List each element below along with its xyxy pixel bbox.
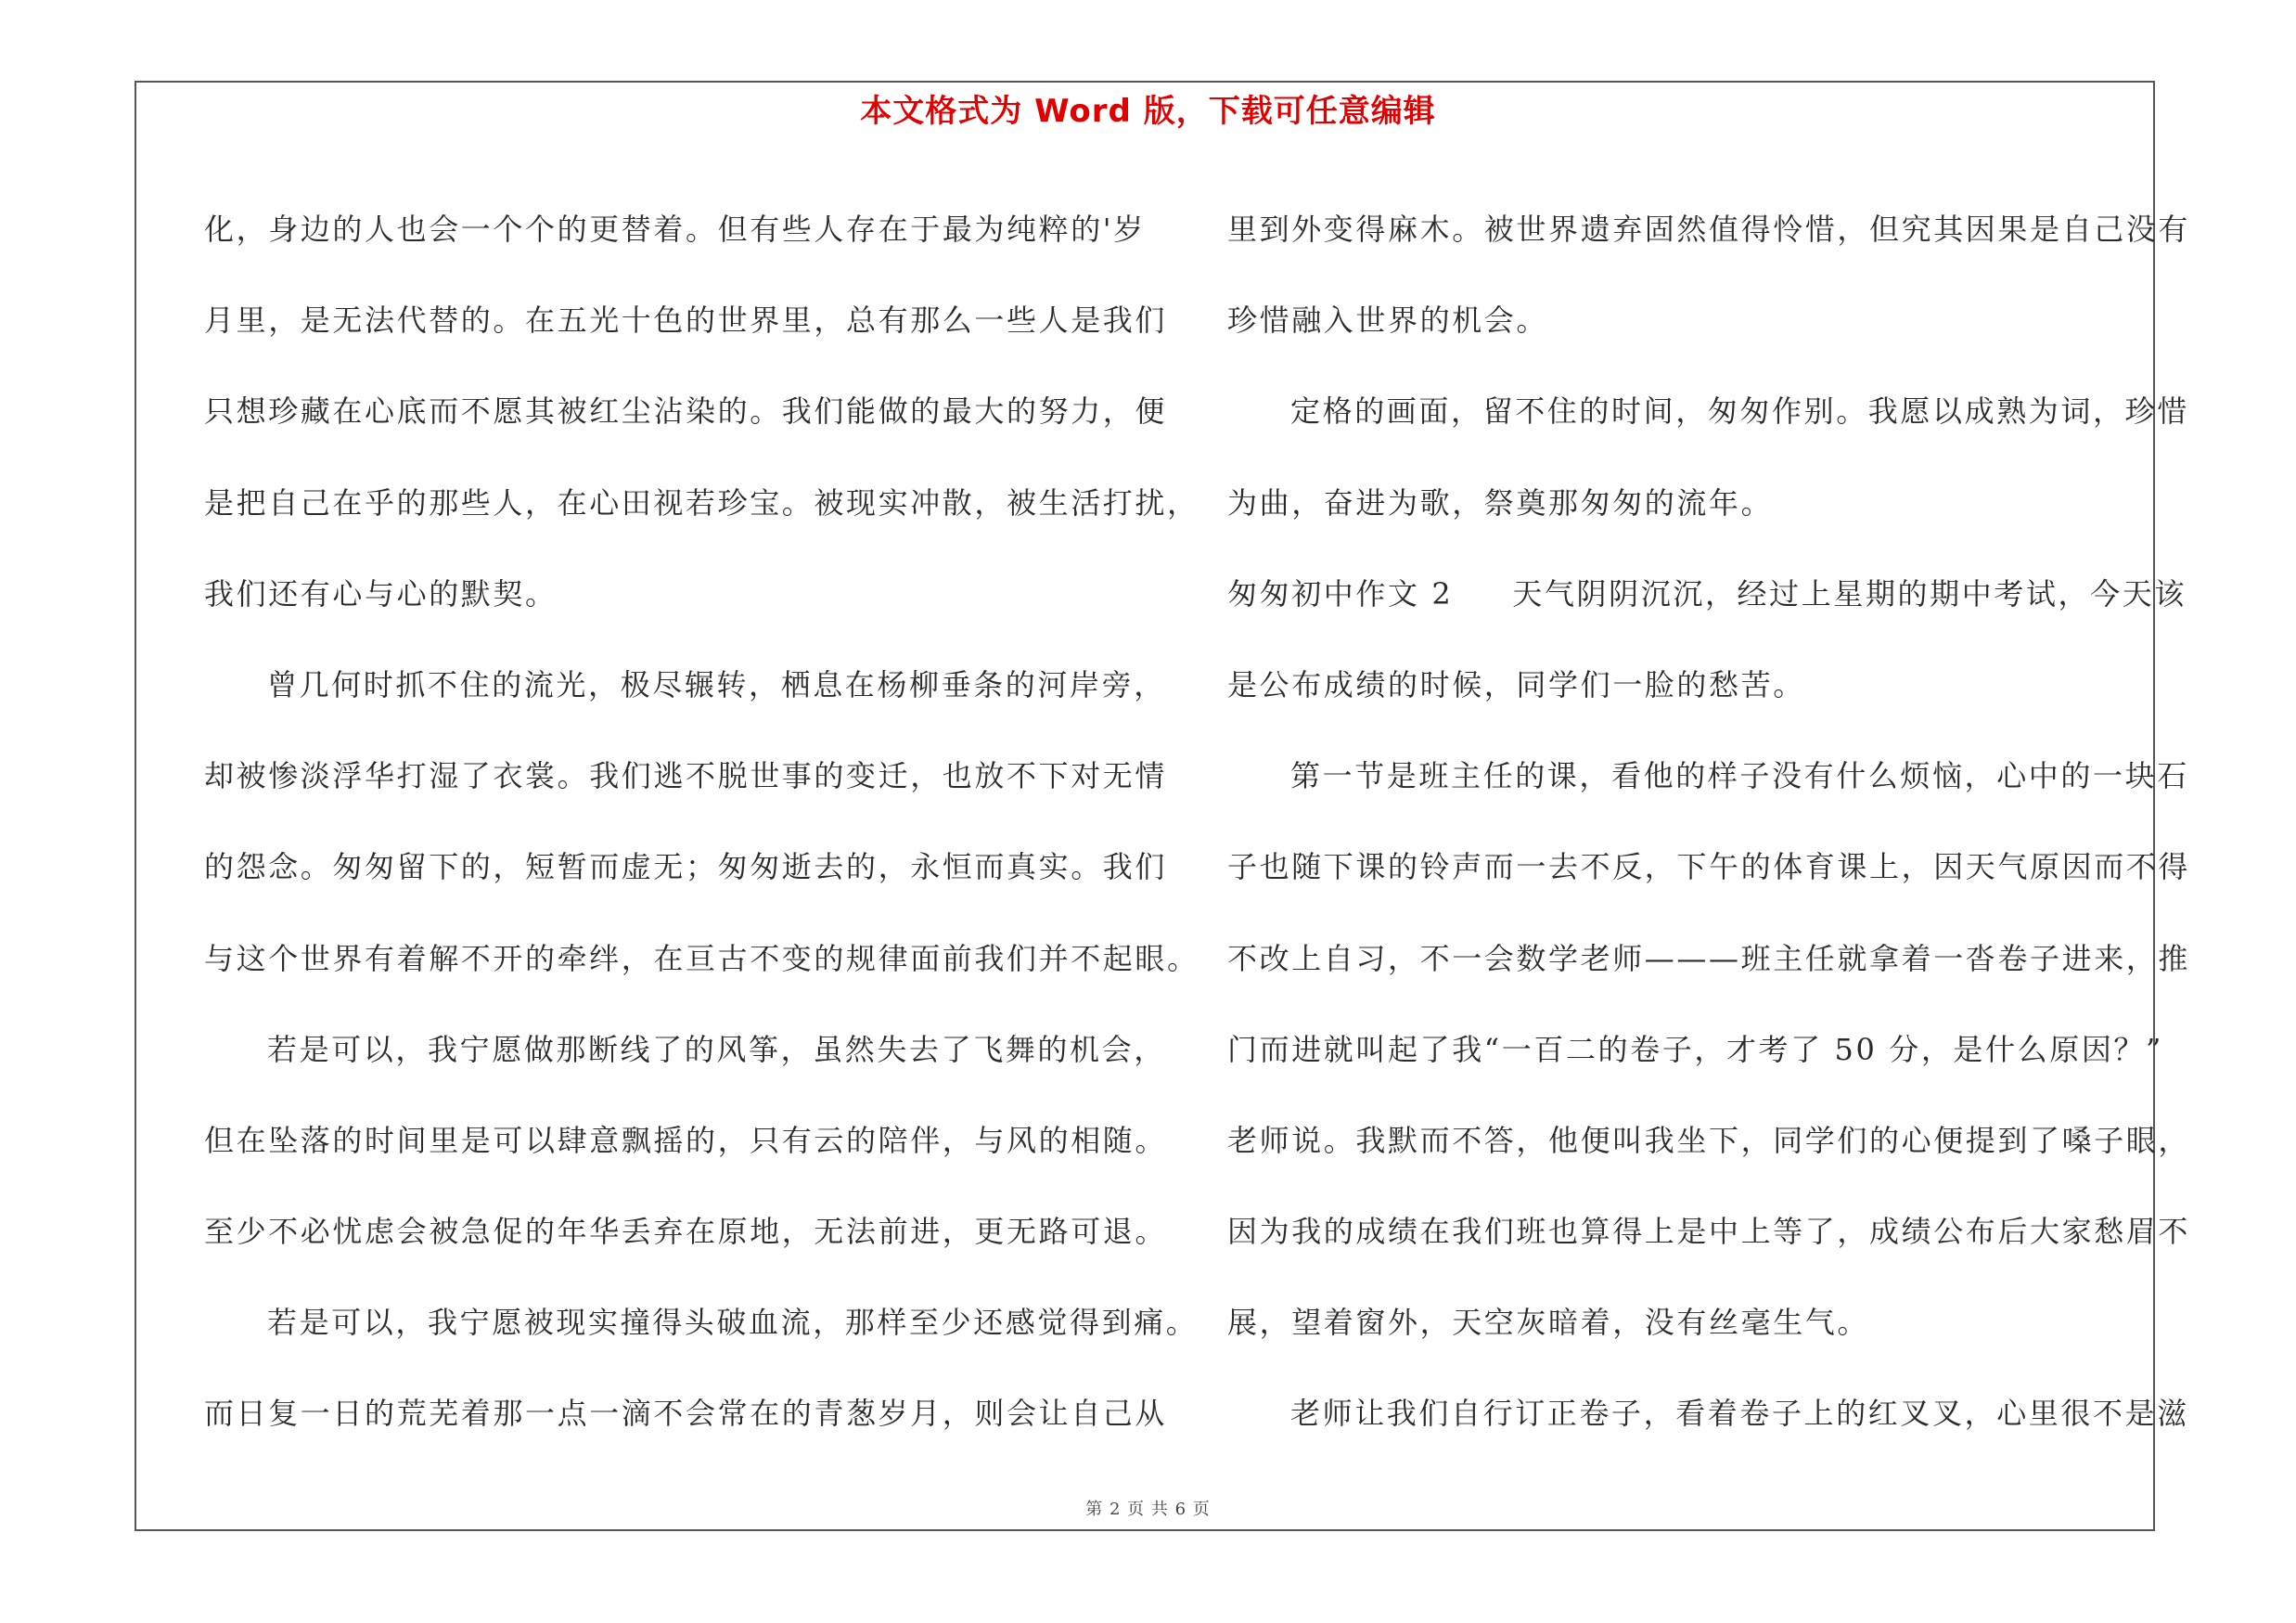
text-line: 不改上自习，不一会数学老师———班主任就拿着一沓卷子进来，推 [1227, 940, 2191, 976]
page-number-footer: 第 2 页 共 6 页 [1085, 1500, 1211, 1519]
text-line: 而日复一日的荒芜着那一点一滴不会常在的青葱岁月，则会让自己从 [204, 1396, 1168, 1432]
text-line: 老师说。我默而不答，他便叫我坐下，同学们的心便提到了嗓子眼， [1227, 1122, 2191, 1158]
text-line: 但在坠落的时间里是可以肆意飘摇的，只有云的陪伴，与风的相随。 [204, 1122, 1168, 1158]
left-text-column [204, 184, 1199, 1460]
text-line: 曾几何时抓不住的流光，极尽辗转，栖息在杨柳垂条的河岸旁， [267, 666, 1166, 702]
text-line: 是公布成绩的时候，同学们一脸的愁苦。 [1227, 666, 1805, 702]
text-line: 为曲，奋进为歌，祭奠那匆匆的流年。 [1227, 484, 1774, 521]
word-format-banner: 本文格式为 Word 版，下载可任意编辑 [860, 93, 1436, 130]
essay-title: 匆匆初中作文 2 [1227, 575, 1454, 612]
text-line: 第一节是班主任的课，看他的样子没有什么烦恼，心中的一块石 [1290, 758, 2189, 794]
text-line: 因为我的成绩在我们班也算得上是中上等了，成绩公布后大家愁眉不 [1227, 1214, 2191, 1250]
text-line [1227, 548, 2187, 639]
text-line: 与这个世界有着解不开的牵绊，在亘古不变的规律面前我们并不起眼。 [204, 940, 1199, 976]
text-line: 却被惨淡浮华打湿了衣裳。我们逃不脱世事的变迁，也放不下对无情 [204, 758, 1168, 794]
text-line: 子也随下课的铃声而一去不反，下午的体育课上，因天气原因而不得 [1227, 849, 2191, 885]
text-line: 里到外变得麻木。被世界遗弃固然值得怜惜，但究其因果是自己没有 [1227, 212, 2191, 247]
text-line: 若是可以，我宁愿被现实撞得头破血流，那样至少还感觉得到痛。 [267, 1305, 1199, 1341]
text-line: 定格的画面，留不住的时间，匆匆作别。我愿以成熟为词，珍惜 [1290, 393, 2189, 430]
text-line: 只想珍藏在心底而不愿其被红尘沾染的。我们能做的最大的努力，便 [204, 393, 1168, 430]
text-line: 门而进就叫起了我“一百二的卷子，才考了 50 分，是什么原因？” [1227, 1031, 2163, 1067]
text-line: 我们还有心与心的默契。 [204, 575, 558, 612]
text-line: 的怨念。匆匆留下的，短暂而虚无；匆匆逝去的，永恒而真实。我们 [204, 849, 1168, 885]
text-line: 月里，是无法代替的。在五光十色的世界里，总有那么一些人是我们 [204, 303, 1168, 339]
text-line-rest: 天气阴阴沉沉，经过上星期的期中考试，今天该 [1512, 575, 2187, 612]
right-text-column [1227, 184, 2191, 1460]
text-line: 珍惜融入世界的机会。 [1227, 303, 1549, 339]
text-line: 化，身边的人也会一个个的更替着。但有些人存在于最为纯粹的'岁 [204, 212, 1146, 247]
text-line: 老师让我们自行订正卷子，看着卷子上的红叉叉，心里很不是滋 [1290, 1396, 2189, 1432]
text-line: 若是可以，我宁愿做那断线了的风筝，虽然失去了飞舞的机会， [267, 1031, 1166, 1067]
text-line: 展，望着窗外，天空灰暗着，没有丝毫生气。 [1227, 1305, 1870, 1341]
text-line: 是把自己在乎的那些人，在心田视若珍宝。被现实冲散，被生活打扰， [204, 484, 1199, 521]
text-line: 至少不必忧虑会被急促的年华丢弃在原地，无法前进，更无路可退。 [204, 1214, 1168, 1250]
